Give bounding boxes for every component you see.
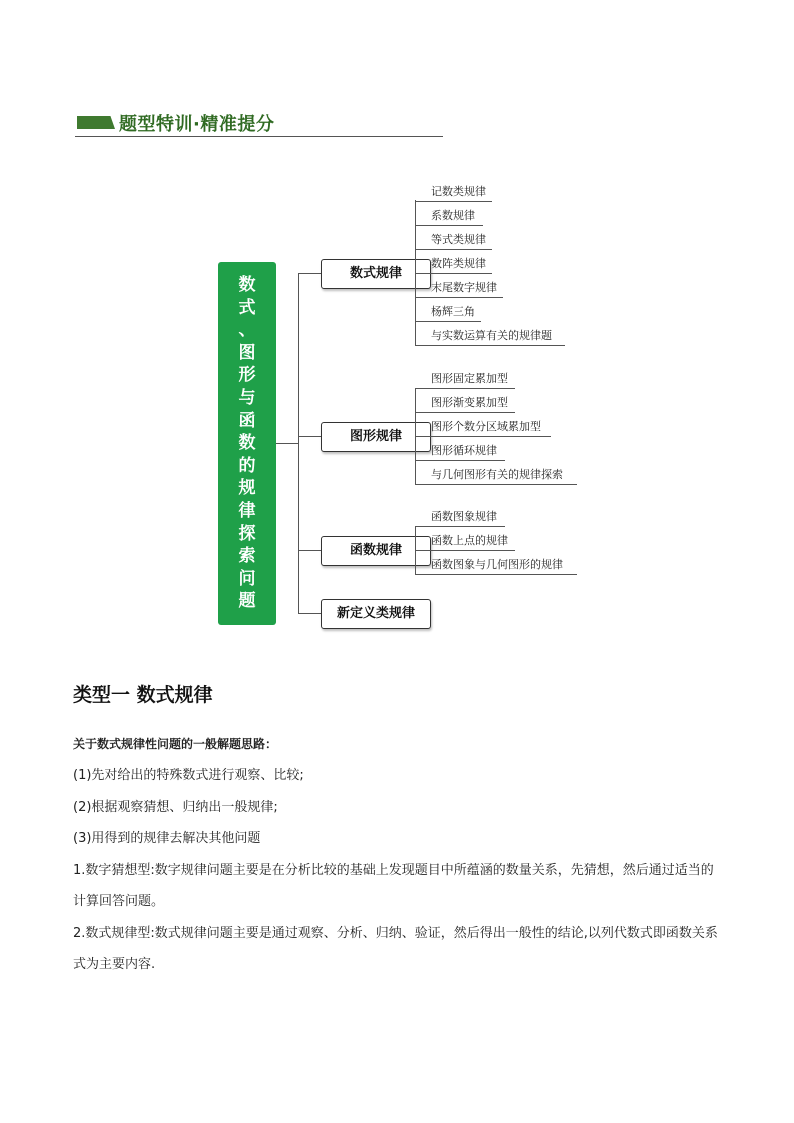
connector — [276, 443, 298, 444]
leaf-underline — [415, 436, 551, 437]
section-title: 类型一 数式规律 — [73, 684, 213, 706]
category-number-pattern: 数式规律 — [321, 259, 431, 289]
leaf-item: 系数规律 — [431, 209, 475, 222]
category-function-pattern: 函数规律 — [321, 536, 431, 566]
connector — [298, 273, 321, 274]
root-char: 形 — [238, 365, 256, 386]
leaf-underline — [415, 388, 515, 389]
leaf-underline — [415, 526, 505, 527]
header-title: 题型特训·精准提分 — [119, 114, 275, 135]
leaf-underline — [415, 201, 492, 202]
root-char: 律 — [238, 500, 256, 521]
root-char: 的 — [238, 455, 256, 476]
leaf-item: 函数上点的规律 — [431, 534, 508, 547]
root-char: 数 — [238, 433, 256, 454]
leaf-item: 数阵类规律 — [431, 257, 486, 270]
intro-text: 关于数式规律性问题的一般解题思路： — [73, 737, 278, 751]
leaf-item: 图形渐变累加型 — [431, 396, 508, 409]
body-line: (1)先对给出的特殊数式进行观察、比较; — [73, 768, 304, 783]
connector — [298, 273, 299, 613]
category-shape-pattern: 图形规律 — [321, 422, 431, 452]
leaf-underline — [415, 460, 505, 461]
leaf-underline — [415, 273, 492, 274]
leaf-item: 等式类规律 — [431, 233, 486, 246]
leaf-item: 图形个数分区域累加型 — [431, 420, 541, 433]
root-char: 探 — [238, 523, 256, 544]
leaf-underline — [415, 412, 515, 413]
body-line: 2.数式规律型:数式规律问题主要是通过观察、分析、归纳、验证，然后得出一般性的结论,以列代数式即函数关系式为主要内容. — [73, 925, 718, 972]
body-text — [73, 760, 723, 981]
leaf-underline — [415, 321, 481, 322]
connector — [298, 613, 321, 614]
root-char: 式 — [238, 297, 256, 318]
body-line: (3)用得到的规律去解决其他问题 — [73, 831, 261, 846]
leaf-item: 杨辉三角 — [431, 305, 475, 318]
root-char: 数 — [238, 275, 256, 295]
leaf-underline — [415, 249, 492, 250]
root-char: 与 — [238, 387, 256, 408]
leaf-underline — [415, 574, 577, 575]
root-char: 题 — [238, 591, 256, 612]
leaf-underline — [415, 345, 565, 346]
leaf-item: 函数图象与几何图形的规律 — [431, 558, 563, 571]
category-new-definition: 新定义类规律 — [321, 599, 431, 629]
leaf-underline — [415, 550, 515, 551]
leaf-item: 末尾数字规律 — [431, 281, 497, 294]
leaf-item: 函数图象规律 — [431, 510, 497, 523]
root-char: 问 — [238, 568, 256, 589]
leaf-underline — [415, 297, 503, 298]
root-char: 、 — [238, 320, 256, 341]
body-line: 1.数字猜想型:数字规律问题主要是在分析比较的基础上发现题目中所蕴涵的数量关系，先猜想，然后通过适当的计算回答问题。 — [73, 862, 714, 909]
leaf-item: 与几何图形有关的规律探索 — [431, 468, 563, 481]
root-char: 函 — [238, 410, 256, 431]
leaf-item: 图形循环规律 — [431, 444, 497, 457]
mind-map-root — [218, 262, 276, 625]
leaf-item: 图形固定累加型 — [431, 372, 508, 385]
connector — [298, 436, 321, 437]
root-char: 规 — [238, 478, 256, 499]
leaf-underline — [415, 225, 483, 226]
leaf-item: 记数类规律 — [431, 185, 486, 198]
root-char: 图 — [238, 342, 256, 363]
leaf-underline — [415, 484, 577, 485]
body-line: (2)根据观察猜想、归纳出一般规律; — [73, 799, 278, 815]
root-char: 索 — [238, 546, 256, 567]
mind-map-root-label — [218, 274, 276, 613]
leaf-item: 与实数运算有关的规律题 — [431, 329, 552, 342]
connector — [298, 550, 321, 551]
